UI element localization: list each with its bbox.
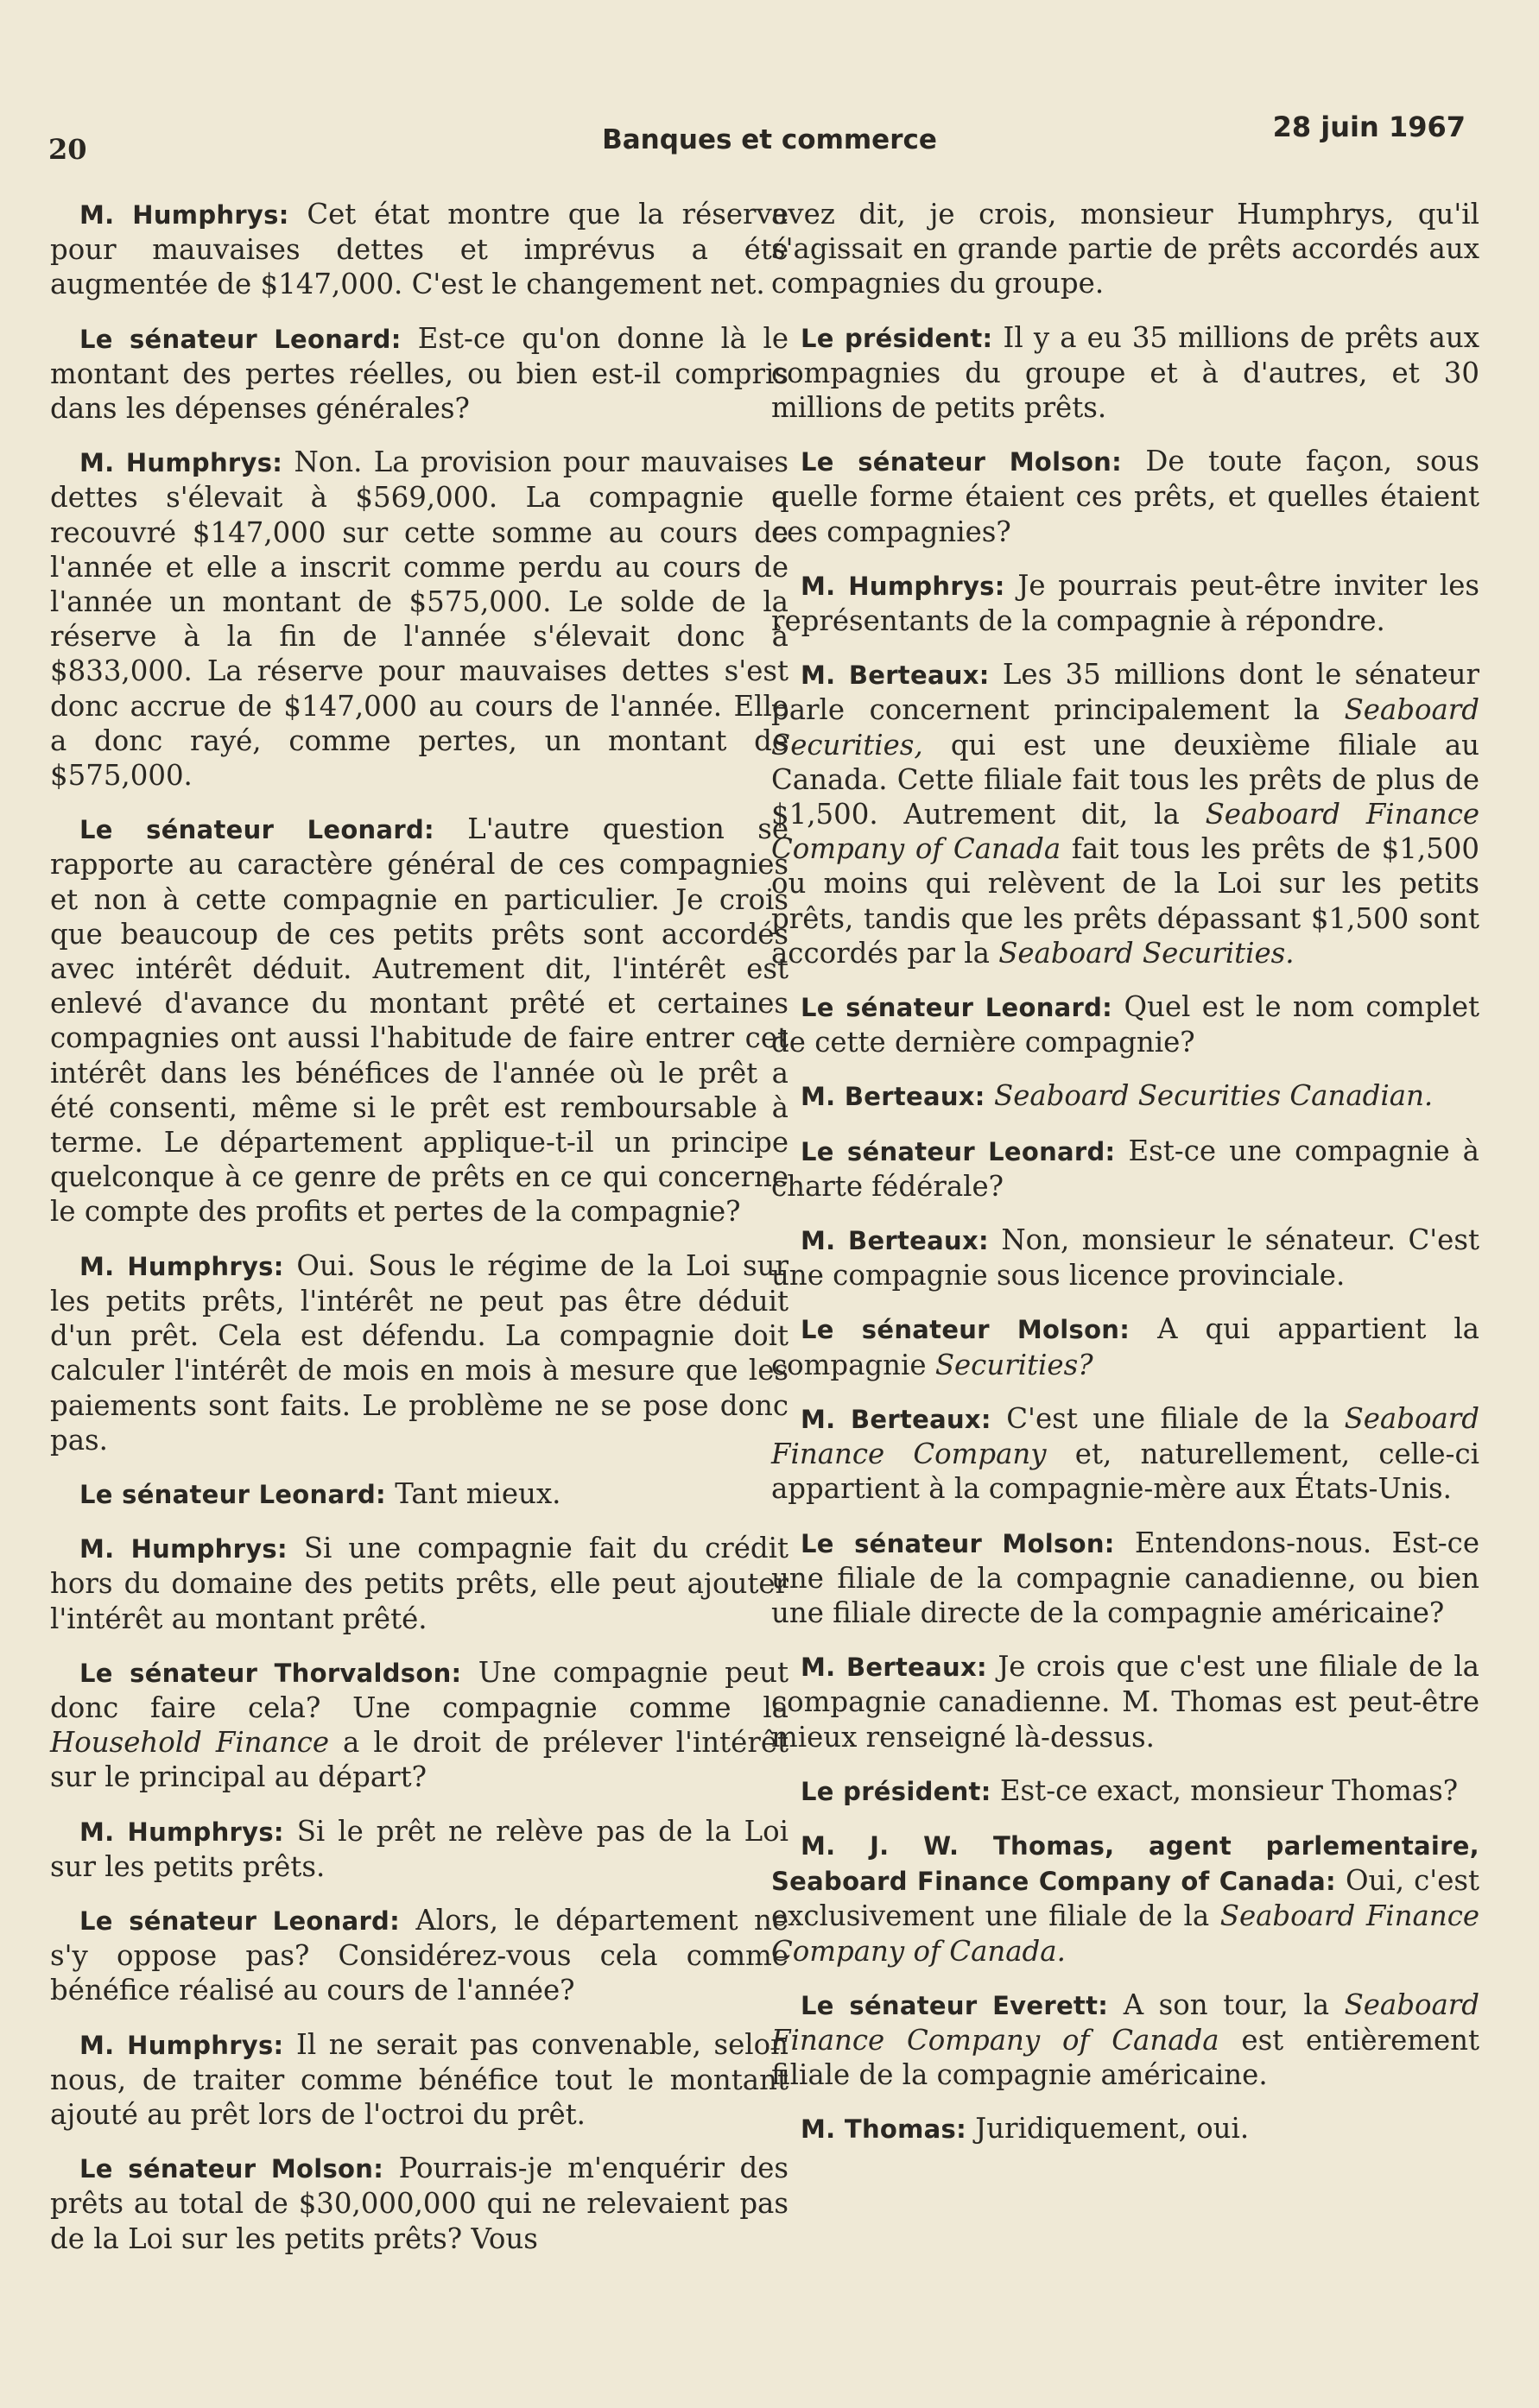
paragraph	[50, 2027, 788, 2133]
paragraph-text: fait tous les prêts de $1,500 ou moins qui relèvent de la Loi sur les petits prêts, tandis que les prêts dépassant $1,500 sont accordés par la	[771, 832, 1479, 970]
speaker-name: Le sénateur Leonard:	[79, 324, 402, 354]
paragraph	[50, 2151, 788, 2256]
paragraph	[771, 1773, 1479, 1809]
speaker-name: M. Berteaux:	[801, 660, 990, 691]
paragraph	[50, 1814, 788, 1884]
paragraph-text: Entendons-nous. Est-ce une filiale de la compagnie canadienne, ou bien une filiale directe de la compagnie américaine?	[771, 1526, 1479, 1629]
speaker-name: M. Humphrys:	[79, 448, 283, 478]
paragraph-text: Est-ce une compagnie à charte fédérale?	[771, 1134, 1479, 1203]
italic-name: Seaboard Finance Company	[771, 1401, 1479, 1471]
paragraph-text: L'autre question se rapporte au caractère général de ces compagnies et non à cette compagnie en particulier. Je crois que beaucoup de ces petits prêts sont accordés avec intérêt déduit. Autrement dit, l'intérêt est enlevé d'avance du montant prêté et certaines compagnies ont aussi l'habitude de faire entrer cet intérêt dans les bénéfices de l'année où le prêt a été consenti, même si le prêt est remboursable à terme. Le département applique-t-il un principe quelconque à ce genre de prêts en ce qui concerne le compte des profits et pertes de la compagnie?	[50, 812, 788, 1229]
paragraph-text: Je pourrais peut-être inviter les représentants de la compagnie à répondre.	[771, 568, 1479, 638]
paragraph-text: De toute façon, sous quelle forme étaient ces prêts, et quelles étaient ces compagnies?	[771, 445, 1480, 548]
paragraph-text: avez dit, je crois, monsieur Humphrys, qu'il s'agissait en grande partie de prêts accordés aux compagnies du groupe.	[771, 198, 1479, 300]
paragraph	[50, 1655, 788, 1795]
paragraph-text: Non, monsieur le sénateur. C'est une compagnie sous licence provinciale.	[771, 1223, 1479, 1292]
paragraph-text: Il ne serait pas convenable, selon nous, de traiter comme bénéfice tout le montant ajouté au prêt lors de l'octroi du prêt.	[50, 2027, 788, 2131]
paragraph	[771, 1828, 1479, 1969]
paragraph	[50, 1248, 788, 1457]
paragraph-text: Une compagnie peut donc faire cela? Une compagnie comme la	[50, 1655, 788, 1724]
speaker-name: M. Humphrys:	[79, 1251, 284, 1281]
paragraph	[50, 812, 788, 1229]
paragraph-text: A qui appartient la compagnie	[771, 1312, 1479, 1381]
paragraph	[771, 197, 1479, 301]
speaker-name: Le sénateur Thorvaldson:	[79, 1658, 462, 1688]
speaker-name: M. Thomas:	[801, 2114, 966, 2145]
paragraph	[50, 1476, 788, 1512]
speaker-name: Le sénateur Leonard:	[79, 815, 434, 845]
page-date: 28 juin 1967	[1272, 111, 1466, 143]
speaker-name: Le sénateur Molson:	[801, 447, 1123, 477]
speaker-name: M. Humphrys:	[79, 1817, 284, 1847]
paragraph	[771, 1526, 1479, 1631]
italic-name: Seaboard Securities.	[998, 936, 1295, 970]
paragraph	[50, 1531, 788, 1636]
paragraph	[771, 320, 1479, 426]
speaker-name: M. Humphrys:	[801, 571, 1005, 601]
paragraph	[771, 1134, 1479, 1204]
paragraph	[50, 445, 788, 793]
paragraph	[50, 321, 788, 427]
running-title: Banques et commerce	[602, 124, 937, 155]
speaker-name: M. J. W. Thomas, agent parlementaire, Seaboard Finance Company of Canada:	[771, 1830, 1479, 1897]
paragraph-text: A son tour, la	[1108, 1988, 1345, 2021]
page-number: 20	[48, 133, 87, 166]
italic-name: Seaboard Finance Company of Canada	[771, 798, 1480, 866]
speaker-name: Le sénateur Molson:	[801, 1528, 1115, 1558]
speaker-name: M. Humphrys:	[79, 2030, 284, 2060]
paragraph	[771, 1078, 1479, 1114]
paragraph-text: Oui. Sous le régime de la Loi sur les petits prêts, l'intérêt ne peut pas être déduit d'un prêt. Cela est défendu. La compagnie doit calculer l'intérêt de mois en mois à mesure que les paiements sont faits. Le problème ne se pose donc pas.	[50, 1248, 788, 1457]
speaker-name: Le sénateur Leonard:	[801, 993, 1113, 1023]
italic-name: Household Finance	[50, 1726, 330, 1760]
paragraph-text: qui est une deuxième filiale au Canada. Cette filiale fait tous les prêts de plus de $1,500. Autrement dit, la	[771, 728, 1479, 831]
paragraph-text: Oui, c'est exclusivement une filiale de la	[771, 1864, 1480, 1933]
paragraph-text: Si une compagnie fait du crédit hors du domaine des petits prêts, elle peut ajouter l'intérêt au montant prêté.	[50, 1532, 788, 1635]
paragraph-text: Est-ce qu'on donne là le montant des pertes réelles, ou bien est-il compris dans les dépenses générales?	[50, 321, 789, 426]
paragraph-text: Si le prêt ne relève pas de la Loi sur les petits prêts.	[50, 1814, 788, 1883]
paragraph	[771, 444, 1479, 549]
paragraph-text: Quel est le nom complet de cette dernière compagnie?	[771, 990, 1479, 1059]
paragraph-text: Tant mieux.	[385, 1476, 561, 1510]
paragraph-text: Juridiquement, oui.	[966, 2112, 1250, 2146]
paragraph-text: et, naturellement, celle-ci appartient à la compagnie-mère aux États-Unis.	[771, 1438, 1479, 1506]
speaker-name: M. Berteaux:	[801, 1082, 985, 1112]
speaker-name: M. Humphrys:	[79, 1534, 288, 1564]
paragraph	[50, 1903, 788, 2008]
paragraph-text: Cet état montre que la réserve pour mauvaises dettes et imprévus a été augmentée de $147,000. C'est le changement net.	[50, 198, 788, 301]
right-column	[771, 197, 1479, 2166]
speaker-name: Le sénateur Leonard:	[79, 1906, 401, 1936]
paragraph	[771, 989, 1479, 1059]
paragraph	[771, 1649, 1479, 1754]
speaker-name: M. Berteaux:	[801, 1404, 991, 1434]
speaker-name: M. Berteaux:	[801, 1653, 987, 1683]
page-header	[0, 111, 1539, 171]
paragraph-text: est entièrement filiale de la compagnie américaine.	[771, 2023, 1479, 2092]
paragraph-text: a le droit de prélever l'intérêt sur le principal au départ?	[50, 1726, 788, 1794]
speaker-name: M. Humphrys:	[79, 200, 289, 230]
italic-name: Seaboard Finance Company of Canada.	[771, 1899, 1479, 1968]
paragraph-text: Les 35 millions dont le sénateur parle concernent principalement la	[771, 658, 1479, 727]
italic-name: Seaboard Securities Canadian.	[985, 1079, 1434, 1113]
paragraph-text: Je crois que c'est une filiale de la compagnie canadienne. M. Thomas est peut-être mieux renseigné là-dessus.	[771, 1650, 1479, 1754]
paragraph	[771, 2111, 1479, 2146]
paragraph-text: Non. La provision pour mauvaises dettes s'élevait à $569,000. La compagnie a recouvré $147,000 sur cette somme au cours de l'année et elle a inscrit comme perdu au cours de l'année un montant de $575,000. Le solde de la réserve à la fin de l'année s'élevait donc à $833,000. La réserve pour mauvaises dettes s'est donc accrue de $147,000 au cours de l'année. Elle a donc rayé, comme pertes, un montant de $575,000.	[50, 446, 788, 793]
left-column	[50, 197, 788, 2275]
italic-name: Seaboard Securities,	[771, 693, 1479, 762]
paragraph-text: Alors, le département ne s'y oppose pas? Considérez-vous cela comme bénéfice réalisé au cours de l'année?	[50, 1903, 788, 2007]
paragraph	[771, 1988, 1479, 2093]
italic-name: Seaboard Finance Company of Canada	[771, 1988, 1480, 2057]
paragraph-text: C'est une filiale de la	[991, 1401, 1345, 1435]
speaker-name: Le sénateur Molson:	[79, 2154, 384, 2184]
speaker-name: M. Berteaux:	[801, 1226, 989, 1256]
paragraph	[771, 1223, 1479, 1292]
speaker-name: Le sénateur Leonard:	[801, 1136, 1116, 1166]
speaker-name: Le sénateur Leonard:	[79, 1479, 386, 1509]
paragraph-text: Il y a eu 35 millions de prêts aux compagnies du groupe et à d'autres, et 30 millions de petits prêts.	[771, 320, 1479, 425]
paragraph	[771, 1401, 1479, 1507]
paragraph	[771, 1311, 1479, 1381]
paragraph-text: Pourrais-je m'enquérir des prêts au total de $30,000,000 qui ne relevaient pas de la Loi sur les petits prêts? Vous	[50, 2152, 788, 2255]
paragraph	[771, 657, 1479, 970]
speaker-name: Le président:	[801, 323, 993, 353]
italic-name: Securities?	[934, 1348, 1093, 1381]
paragraph	[771, 568, 1479, 638]
speaker-name: Le président:	[801, 1776, 991, 1806]
paragraph-text: Est-ce exact, monsieur Thomas?	[991, 1773, 1459, 1807]
speaker-name: Le sénateur Everett:	[801, 1990, 1109, 2020]
paragraph	[50, 197, 788, 302]
speaker-name: Le sénateur Molson:	[801, 1315, 1130, 1345]
